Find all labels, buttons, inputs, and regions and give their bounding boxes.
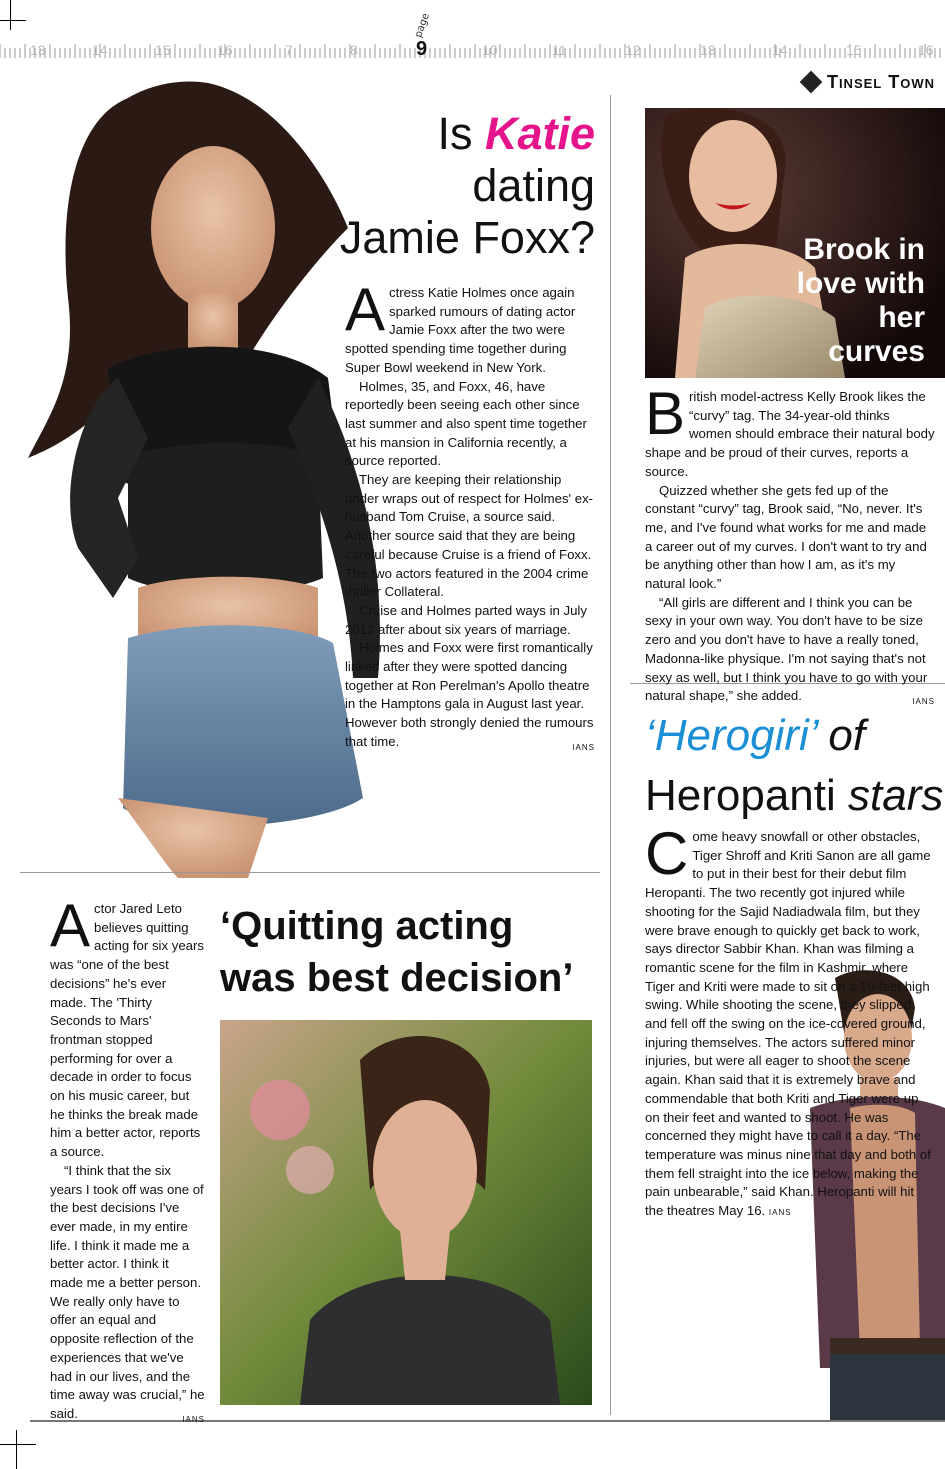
brook-headline: Brook in love with her curves — [796, 233, 925, 368]
credit: IANS — [768, 1208, 792, 1218]
article-paragraph-text: “All girls are different and I think you can be sexy in your own way. You don't have to be size zero and you don't have to have a really toned, Madonna-like physique. I'm not saying that's not sexy as well, but I think you have to go with your natural shape,” she added. — [645, 594, 928, 704]
ruler-number: 8 — [350, 42, 358, 58]
article-paragraph-text: Holmes and Foxx were first romantically linked after they were spotted dancing together at Ron Perelman's Apollo theatre in the Hamptons gala in August last year. However both strongly denied the rumours that time. — [345, 640, 594, 749]
katie-headline — [255, 108, 595, 264]
article-paragraph: ctress Katie Holmes once again sparked rumours of dating actor Jamie Foxx after the two were spotted spending time together during Super Bowl weekend in New York. — [345, 285, 576, 375]
heropanti-headline — [645, 706, 945, 826]
page-ruler — [0, 0, 945, 70]
jared-leto-photo — [220, 1020, 592, 1405]
headline-text: Jamie Foxx? — [339, 212, 595, 263]
article-paragraph-text: “I think that the six years I took off was one of the best decisions I've ever made, in my entire life. I think it made me a better actor. I think it made me a better person. We really only have to offer an equal and opposite reflection of the experiences that we've had in our lives, and the time away was crucial,” he said. — [50, 1162, 205, 1421]
section-label-text: Tinsel Town — [826, 72, 935, 92]
ruler-number: 13 — [30, 42, 46, 58]
dropcap: C — [645, 820, 689, 887]
article-paragraph: They are keeping their relationship under wraps out of respect for Holmes' ex-husband Tom Cruise, a source said. Another source said that they are being careful because Cruise is a friend of Foxx. The two actors featured in the 2004 crime thriller Collateral. — [345, 472, 594, 600]
ruler-number: 15 — [155, 42, 171, 58]
article-paragraph: Quizzed whether she gets fed up of the constant “curvy” tag, Brook said, “No, never. It's me, and I've found what works for me and made a career out of my curves. I don't want to try and be anything other than how I am, as it's my natural look.” — [645, 482, 927, 592]
section-label — [803, 72, 935, 93]
headline-text: Heropanti — [645, 771, 849, 820]
ruler-number: 13 — [700, 42, 716, 58]
jared-headline: ‘Quitting acting was best decision’ — [220, 904, 574, 1000]
headline-text: Is — [437, 108, 485, 159]
ruler-number: 14 — [92, 42, 108, 58]
row-divider — [20, 872, 600, 873]
article-paragraph — [50, 1162, 205, 1424]
ruler-number: 16 — [918, 42, 934, 58]
credit: IANS — [912, 697, 935, 707]
dropcap: A — [50, 892, 91, 959]
article-paragraph: ritish model-actress Kelly Brook likes the “curvy” tag. The 34-year-old thinks women should embrace their natural body shape and be proud of their curves, reports a source. — [645, 389, 935, 479]
article-paragraph — [345, 639, 595, 751]
article-paragraph: Cruise and Holmes parted ways in July 2012 after about six years of marriage. — [345, 602, 587, 637]
credit: IANS — [572, 742, 595, 752]
ruler-number: 11 — [552, 42, 567, 58]
ruler-number: 12 — [625, 42, 641, 58]
ruler-current-page: 9 — [416, 38, 428, 60]
article-paragraph — [645, 594, 935, 706]
credit: IANS — [182, 1414, 205, 1424]
katie-article — [345, 276, 595, 758]
ruler-number: 10 — [482, 42, 498, 58]
article-paragraph: Holmes, 35, and Foxx, 46, have reportedly been seeing each other since last summer and also spent time together at his mansion in California recently, a source reported. — [345, 378, 587, 469]
headline-text: stars — [848, 771, 944, 820]
headline-highlight: Katie — [484, 108, 595, 159]
dropcap: A — [345, 276, 386, 343]
crop-mark-bottom — [0, 1430, 36, 1469]
ruler-page-label: page — [413, 11, 432, 40]
ruler-ticks — [0, 44, 945, 58]
ruler-number: 15 — [846, 42, 862, 58]
article-paragraph: ctor Jared Leto believes quitting acting for six years was “one of the best decisions” he's ever made. The 'Thirty Seconds to Mars' frontman stopped performing for over a decade in order to focus on his music career, but he thinks the break made him a better actor, reports a source. — [50, 901, 204, 1160]
dropcap: B — [645, 380, 686, 447]
diamond-icon — [800, 71, 823, 94]
kelly-brook-photo — [645, 108, 945, 378]
jared-article — [50, 892, 205, 1430]
heropanti-article — [645, 820, 933, 1223]
article-paragraph — [645, 820, 933, 1223]
ruler-number: 16 — [217, 42, 233, 58]
brook-article — [645, 380, 935, 712]
ruler-number: 7 — [285, 42, 293, 58]
headline-highlight: ‘Herogiri’ — [645, 711, 817, 760]
column-divider — [610, 95, 611, 1415]
article-paragraph-text: ome heavy snowfall or other obstacles, Tiger Shroff and Kriti Sanon are all game to put in their best for their debut film Heropanti. The two recently got injured while shooting for the Sajid Nadiadwala film, but they were brave enough to quickly get back to work, says director Sabbir Khan. Khan was filming a romantic scene for the film in Kashmir, where Tiger and Kriti were made to sit on a 10-feet high swing. While shooting the scene, they slipped and fell off the swing on the ice-covered ground, injuring themselves. The actors suffered minor injuries, but were all eager to shoot the scene again. Khan said that it is extremely brave and commendable that both Kriti and Tiger were up on their feet and wanted to shoot. He was concerned they might have to call it a day. “The temperature was minus nine that day and both of them fell straight into the ice below, making the pain unbearable,” said Khan. Heropanti will hit the theatres May 16. — [645, 829, 931, 1219]
ruler-number: 14 — [772, 42, 788, 58]
headline-text: of — [816, 711, 866, 760]
headline-text: dating — [472, 160, 595, 211]
